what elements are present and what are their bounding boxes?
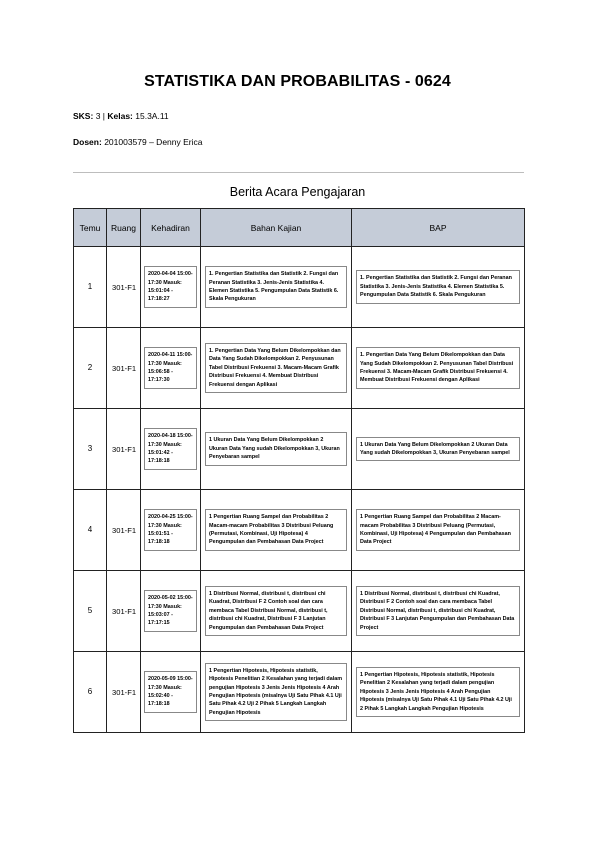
table-row [74, 247, 525, 328]
table-row [74, 409, 525, 490]
header-ruang: Ruang [107, 209, 141, 247]
temu-cell: 4 [74, 490, 107, 571]
temu-cell: 3 [74, 409, 107, 490]
bap-text: 1 Pengertian Ruang Sampel dan Probabilitas 2 Macam-macam Probabilitas 3 Distribusi Peluang (Permutasi, Kombinasi, Uji Hipotesa) 4 Pengumpulan dan Pembahasan Data Project [356, 509, 520, 551]
kehadiran-cell [141, 409, 201, 490]
header-bahan-kajian: Bahan Kajian [201, 209, 352, 247]
kehadiran-cell [141, 571, 201, 652]
kelas-value: 15.3A.11 [135, 111, 169, 121]
header-kehadiran: Kehadiran [141, 209, 201, 247]
bap-cell [352, 409, 525, 490]
table-row [74, 490, 525, 571]
bap-cell [352, 328, 525, 409]
lecturer-info [73, 137, 202, 147]
kehadiran-text: 2020-04-11 15:00-17:30 Masuk: 15:06:58 - 17:17:30 [144, 347, 197, 389]
bahan-text: 1 Pengertian Hipotesis, Hipotesis statistik, Hipotesis Penelitian 2 Kesalahan yang terjadi dalam pengujian Hipotesis 3 Jenis Jenis Hipotesis 4 Arah Pengujian Hipotesis (misalnya Uji Satu Pihak 4.1 Uji Satu Pihak 4.2 Uji 2 Pihak 5 Langkah Langkah Pengujian Hipotesis [205, 663, 347, 722]
bahan-cell [201, 652, 352, 733]
bahan-text: 1 Ukuran Data Yang Belum Dikelompokkan 2 Ukuran Data Yang sudah Dikelompokkan 3, Ukuran Penyebaran sampel [205, 432, 347, 465]
document-title: STATISTIKA DAN PROBABILITAS - 0624 [144, 73, 451, 90]
bap-cell [352, 652, 525, 733]
kehadiran-text: 2020-05-09 15:00-17:30 Masuk: 15:02:40 - 17:18:18 [144, 671, 197, 713]
kehadiran-cell [141, 652, 201, 733]
dosen-label: Dosen: [73, 137, 102, 147]
divider [73, 172, 524, 173]
ruang-cell: 301-F1 [107, 652, 141, 733]
sks-label: SKS: [73, 111, 94, 121]
bap-cell [352, 247, 525, 328]
bahan-text: 1 Pengertian Ruang Sampel dan Probabilitas 2 Macam-macam Probabilitas 3 Distribusi Peluang (Permutasi, Kombinasi, Uji Hipotesa) 4 Pengumpulan dan Pembahasan Data Project [205, 509, 347, 551]
kehadiran-text: 2020-04-04 15:00-17:30 Masuk: 15:01:04 - 17:18:27 [144, 266, 197, 308]
table-row [74, 328, 525, 409]
sks-value: 3 | [95, 111, 105, 121]
header-bap: BAP [352, 209, 525, 247]
bahan-cell [201, 490, 352, 571]
header-temu: Temu [74, 209, 107, 247]
temu-cell: 2 [74, 328, 107, 409]
ruang-cell: 301-F1 [107, 247, 141, 328]
bahan-cell [201, 409, 352, 490]
bahan-cell [201, 328, 352, 409]
bahan-text: 1. Pengertian Data Yang Belum Dikelompokkan dan Data Yang Sudah Dikelompokkan 2. Penyusunan Tabel Distribusi Frekuensi 3. Macam-Macam Grafik Distribusi Frekuensi 4. Membuat Distribusi Frekuensi dengan Aplikasi [205, 343, 347, 393]
bap-text: 1 Pengertian Hipotesis, Hipotesis statistik, Hipotesis Penelitian 2 Kesalahan yang terjadi dalam pengujian Hipotesis 3 Jenis Jenis Hipotesis 4 Arah Pengujian Hipotesis (misalnya Uji Satu Pihak 4.1 Uji Satu Pihak 4.2 Uji 2 Pihak 5 Langkah Langkah Pengujian Hipotesis [356, 667, 520, 717]
kelas-label: Kelas: [107, 111, 133, 121]
kehadiran-cell [141, 490, 201, 571]
table-header-row [74, 209, 525, 247]
bahan-cell [201, 247, 352, 328]
temu-cell: 6 [74, 652, 107, 733]
ruang-cell: 301-F1 [107, 409, 141, 490]
temu-cell: 1 [74, 247, 107, 328]
bap-text: 1. Pengertian Statistika dan Statistik 2. Fungsi dan Peranan Statistika 3. Jenis-Jenis Statistika 4. Elemen Statistika 5. Pengumpulan Data Statistik 6. Skala Pengukuran [356, 270, 520, 303]
ruang-cell: 301-F1 [107, 571, 141, 652]
bap-text: 1 Ukuran Data Yang Belum Dikelompokkan 2 Ukuran Data Yang sudah Dikelompokkan 3, Ukuran Penyebaran sampel [356, 437, 520, 462]
bap-text: 1. Pengertian Data Yang Belum Dikelompokkan dan Data Yang Sudah Dikelompokkan 2. Penyusunan Tabel Distribusi Frekuensi 3. Macam-Macam Grafik Distribusi Frekuensi 4. Membuat Distribusi Frekuensi dengan Aplikasi [356, 347, 520, 389]
kehadiran-text: 2020-05-02 15:00-17:30 Masuk: 15:03:07 - 17:17:15 [144, 590, 197, 632]
teaching-report-table [73, 208, 525, 733]
kehadiran-text: 2020-04-18 15:00-17:30 Masuk: 15:01:42 - 17:18:18 [144, 428, 197, 470]
kehadiran-text: 2020-04-25 15:00-17:30 Masuk: 15:01:51 - 17:18:18 [144, 509, 197, 551]
bap-cell [352, 490, 525, 571]
kehadiran-cell [141, 328, 201, 409]
kehadiran-cell [141, 247, 201, 328]
bap-cell [352, 571, 525, 652]
section-title: Berita Acara Pengajaran [229, 185, 366, 199]
bahan-text: 1. Pengertian Statistika dan Statistik 2. Fungsi dan Peranan Statistika 3. Jenis-Jenis Statistika 4. Elemen Statistika 5. Pengumpulan Data Statistik 6. Skala Pengukuran [205, 266, 347, 308]
course-info [73, 111, 169, 121]
table-row [74, 652, 525, 733]
dosen-value: 201003579 – Denny Erica [104, 137, 203, 147]
temu-cell: 5 [74, 571, 107, 652]
ruang-cell: 301-F1 [107, 328, 141, 409]
bahan-cell [201, 571, 352, 652]
bap-text: 1 Distribusi Normal, distribusi t, distribusi chi Kuadrat, Distribusi F 2 Contoh soal dan cara membaca Tabel Distribusi Normal, distribusi t, distribusi chi Kuadrat, Distribusi F 3 Lanjutan Pengumpulan dan Pembahasan Data Project [356, 586, 520, 636]
bahan-text: 1 Distribusi Normal, distribusi t, distribusi chi Kuadrat, Distribusi F 2 Contoh soal dan cara membaca Tabel Distribusi Normal, distribusi t, distribusi chi Kuadrat, Distribusi F 3 Lanjutan Pengumpulan dan Pembahasan Data Project [205, 586, 347, 636]
ruang-cell: 301-F1 [107, 490, 141, 571]
table-row [74, 571, 525, 652]
